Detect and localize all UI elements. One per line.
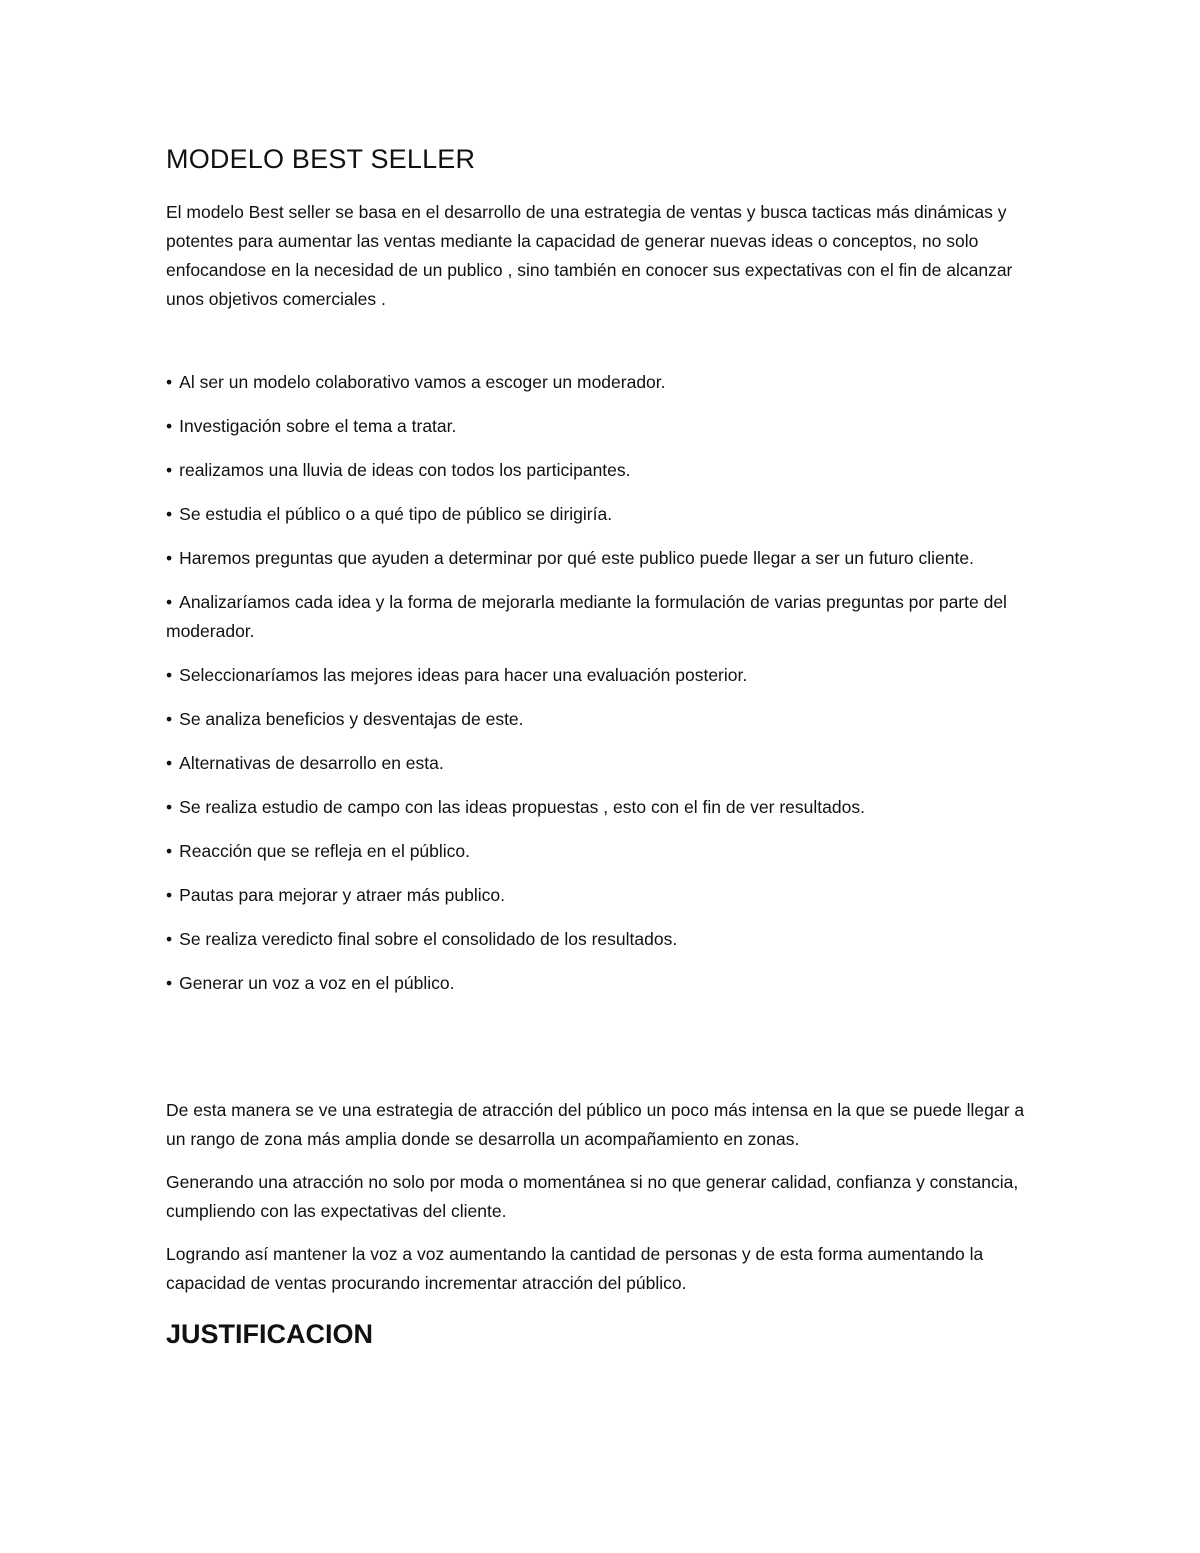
closing-paragraph: Logrando así mantener la voz a voz aumentando la cantidad de personas y de esta forma aumentando la capacidad de ventas procurando incrementar atracción del público. — [166, 1244, 984, 1293]
list-item — [166, 544, 1036, 573]
bullet-icon: • — [166, 973, 173, 993]
closing-paragraph: De esta manera se ve una estrategia de atracción del público un poco más intensa en la que se puede llegar a un rango de zona más amplia donde se desarrolla un acompañamiento en zonas. — [166, 1100, 1025, 1149]
list-item-text: Se realiza estudio de campo con las ideas propuestas , esto con el fin de ver resultados. — [179, 797, 865, 817]
list-item-text: Se estudia el público o a qué tipo de público se dirigiría. — [179, 504, 613, 524]
list-item-text: Generar un voz a voz en el público. — [179, 973, 455, 993]
bullet-icon: • — [166, 460, 173, 480]
closing-section — [166, 1096, 1036, 1312]
bullet-icon: • — [166, 592, 173, 612]
bullet-icon: • — [166, 548, 173, 568]
bullet-icon: • — [166, 753, 173, 773]
bullet-list — [166, 368, 1036, 1013]
list-item-text: Pautas para mejorar y atraer más publico. — [179, 885, 505, 905]
bullet-icon: • — [166, 504, 173, 524]
list-item-text: realizamos una lluvia de ideas con todos los participantes. — [179, 460, 631, 480]
list-item-text: Se realiza veredicto final sobre el consolidado de los resultados. — [179, 929, 678, 949]
bullet-icon: • — [166, 665, 173, 685]
list-item — [166, 500, 1036, 529]
bullet-icon: • — [166, 709, 173, 729]
list-item — [166, 749, 1036, 778]
list-item — [166, 925, 1036, 954]
list-item-text: Alternativas de desarrollo en esta. — [179, 753, 444, 773]
bullet-icon: • — [166, 416, 173, 436]
list-item-text: Al ser un modelo colaborativo vamos a escoger un moderador. — [179, 372, 666, 392]
list-item — [166, 969, 1036, 998]
document-title: MODELO BEST SELLER — [166, 144, 476, 174]
list-item — [166, 881, 1036, 910]
list-item — [166, 456, 1036, 485]
list-item — [166, 412, 1036, 441]
list-item — [166, 661, 1036, 690]
list-item — [166, 368, 1036, 397]
section-title: JUSTIFICACION — [166, 1319, 374, 1349]
intro-paragraph: El modelo Best seller se basa en el desarrollo de una estrategia de ventas y busca tacticas más dinámicas y potentes para aumentar las ventas mediante la capacidad de generar nuevas ideas o conceptos, no solo enfocandose en la necesidad de un publico , sino también en conocer sus expectativas con el fin de alcanzar unos objetivos comerciales . — [166, 202, 1013, 309]
list-item-text: Haremos preguntas que ayuden a determinar por qué este publico puede llegar a ser un futuro cliente. — [179, 548, 974, 568]
list-item — [166, 588, 1036, 646]
list-item — [166, 793, 1036, 822]
document-content — [166, 140, 1036, 1349]
bullet-icon: • — [166, 885, 173, 905]
bullet-icon: • — [166, 841, 173, 861]
list-item-text: Reacción que se refleja en el público. — [179, 841, 471, 861]
list-item-text: Se analiza beneficios y desventajas de este. — [179, 709, 524, 729]
list-item-text: Seleccionaríamos las mejores ideas para hacer una evaluación posterior. — [179, 665, 748, 685]
list-item — [166, 705, 1036, 734]
list-item-text: Analizaríamos cada idea y la forma de mejorarla mediante la formulación de varias preguntas por parte del moderador. — [166, 592, 1007, 641]
list-item — [166, 837, 1036, 866]
bullet-icon: • — [166, 929, 173, 949]
closing-paragraph: Generando una atracción no solo por moda o momentánea si no que generar calidad, confianza y constancia, cumpliendo con las expectativas del cliente. — [166, 1172, 1019, 1221]
bullet-icon: • — [166, 372, 173, 392]
list-item-text: Investigación sobre el tema a tratar. — [179, 416, 457, 436]
bullet-icon: • — [166, 797, 173, 817]
